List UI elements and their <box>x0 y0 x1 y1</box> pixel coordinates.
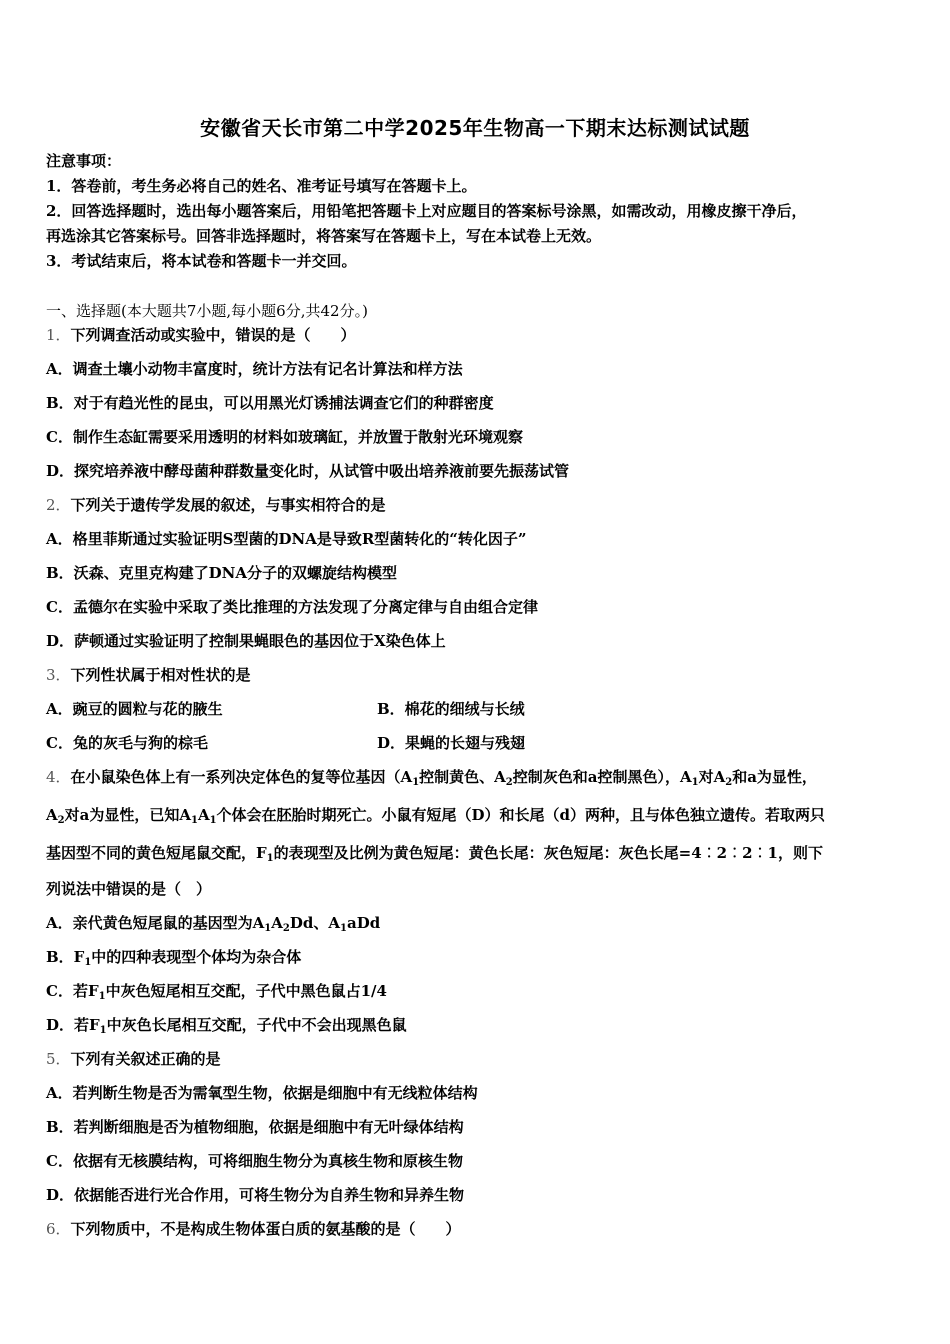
stem-text: 在小鼠染色体上有一系列决定体色的复等位基因（A <box>70 768 413 786</box>
question-4-stem-line-1 <box>46 767 817 787</box>
notice-item-2-cont: 再选涂其它答案标号。回答非选择题时，将答案写在答题卡上，写在本试卷上无效。 <box>46 227 602 245</box>
option-text: 中的四种表现型个体均为杂合体 <box>91 948 302 966</box>
stem-text: 对A <box>698 768 726 786</box>
stem-text: 基因型不同的黄色短尾鼠交配，F <box>46 844 267 862</box>
q5-option-a: A．若判断生物是否为需氧型生物，依据是细胞中有无线粒体结构 <box>46 1084 478 1102</box>
q5-option-c: C．依据有无核膜结构，可将细胞生物分为真核生物和原核生物 <box>46 1152 463 1170</box>
q2-option-a: A．格里菲斯通过实验证明S型菌的DNA是导致R型菌转化的“转化因子” <box>46 530 527 548</box>
stem-text: A <box>46 806 58 824</box>
option-text: 中灰色长尾相互交配，子代中不会出现黑色鼠 <box>106 1016 407 1034</box>
option-text: B．F <box>46 948 85 966</box>
option-text: aDd <box>346 914 381 932</box>
q1-option-d: D．探究培养液中酵母菌种群数量变化时，从试管中吸出培养液前要先振荡试管 <box>46 462 570 480</box>
q1-option-c: C．制作生态缸需要采用透明的材料如玻璃缸，并放置于散射光环境观察 <box>46 428 523 446</box>
question-text: 下列性状属于相对性状的是 <box>70 666 251 684</box>
question-number: 1． <box>46 326 71 344</box>
question-4-stem-line-4: 列说法中错误的是（ ） <box>46 880 212 898</box>
question-6-stem <box>46 1219 461 1239</box>
question-3-stem <box>46 665 251 685</box>
q4-option-d <box>46 1015 407 1035</box>
subscript: 1 <box>264 923 272 934</box>
q3-option-c: C．兔的灰毛与狗的棕毛 <box>46 734 208 752</box>
question-2-stem <box>46 495 386 515</box>
q5-option-b: B．若判断细胞是否为植物细胞，依据是细胞中有无叶绿体结构 <box>46 1118 464 1136</box>
subscript: 1 <box>691 777 699 788</box>
question-5-stem <box>46 1049 221 1069</box>
stem-text: 控制灰色和a控制黑色），A <box>512 768 692 786</box>
q2-option-d: D．萨顿通过实验证明了控制果蝇眼色的基因位于X染色体上 <box>46 632 446 650</box>
page-title: 安徽省天长市第二中学2025年生物高一下期末达标测试试题 <box>200 116 750 140</box>
subscript: 2 <box>505 777 513 788</box>
option-text: 中灰色短尾相互交配，子代中黑色鼠占1/4 <box>105 982 387 1000</box>
q1-option-b: B．对于有趋光性的昆虫，可以用黑光灯诱捕法调查它们的种群密度 <box>46 394 494 412</box>
stem-text: 对a为显性，已知A <box>64 806 191 824</box>
option-text: D．若F <box>46 1016 100 1034</box>
notice-heading: 注意事项： <box>46 152 122 170</box>
subscript: 1 <box>84 957 92 968</box>
q4-option-b <box>46 947 301 967</box>
subscript: 2 <box>57 815 65 826</box>
q3-option-b: B．棉花的细绒与长绒 <box>377 700 525 718</box>
question-1-stem <box>46 325 356 345</box>
option-text: A <box>271 914 283 932</box>
subscript: 1 <box>412 777 420 788</box>
question-number: 6． <box>46 1220 71 1238</box>
question-4-stem-line-3 <box>46 843 823 863</box>
question-number: 2． <box>46 496 71 514</box>
question-text: 下列调查活动或实验中，错误的是（ ） <box>70 326 356 344</box>
question-4-stem-line-2 <box>46 805 825 825</box>
question-text: 下列关于遗传学发展的叙述，与事实相符合的是 <box>70 496 386 514</box>
stem-text: 控制黄色、A <box>419 768 506 786</box>
question-number: 5． <box>46 1050 71 1068</box>
stem-text: 和a为显性， <box>732 768 817 786</box>
subscript: 2 <box>282 923 290 934</box>
stem-text: 的表现型及比例为黄色短尾：黄色长尾：灰色短尾：灰色长尾=4︰2︰2︰1，则下 <box>273 844 823 862</box>
notice-item-1: 1．答卷前，考生务必将自己的姓名、准考证号填写在答题卡上。 <box>46 177 477 195</box>
notice-item-2: 2．回答选择题时，选出每小题答案后，用铅笔把答题卡上对应题目的答案标号涂黑，如需改动，用橡皮擦干净后， <box>46 202 807 220</box>
question-text: 下列物质中，不是构成生物体蛋白质的氨基酸的是（ ） <box>70 1220 461 1238</box>
question-number: 4． <box>46 768 71 786</box>
section-heading: 一、选择题(本大题共7小题,每小题6分,共42分。) <box>46 302 368 320</box>
subscript: 1 <box>266 853 274 864</box>
option-text: A．亲代黄色短尾鼠的基因型为A <box>46 914 265 932</box>
subscript: 2 <box>725 777 733 788</box>
q2-option-c: C．孟德尔在实验中采取了类比推理的方法发现了分离定律与自由组合定律 <box>46 598 538 616</box>
notice-item-3: 3．考试结束后，将本试卷和答题卡一并交回。 <box>46 252 357 270</box>
subscript: 1 <box>98 991 106 1002</box>
q4-option-a <box>46 913 380 933</box>
q1-option-a: A．调查土壤小动物丰富度时，统计方法有记名计算法和样方法 <box>46 360 463 378</box>
stem-text: A <box>197 806 210 824</box>
subscript: 1 <box>190 815 198 826</box>
subscript: 1 <box>209 815 217 826</box>
question-text: 下列有关叙述正确的是 <box>70 1050 221 1068</box>
q3-option-a: A．豌豆的圆粒与花的腋生 <box>46 700 223 718</box>
q4-option-c <box>46 981 387 1001</box>
option-text: C．若F <box>46 982 99 1000</box>
q3-option-d: D．果蝇的长翅与残翅 <box>377 734 526 752</box>
stem-text: 个体会在胚胎时期死亡。小鼠有短尾（D）和长尾（d）两种，且与体色独立遗传。若取两只 <box>216 806 826 824</box>
subscript: 1 <box>340 923 347 934</box>
q5-option-d: D．依据能否进行光合作用，可将生物分为自养生物和异养生物 <box>46 1186 465 1204</box>
subscript: 1 <box>99 1025 107 1036</box>
question-number: 3． <box>46 666 71 684</box>
option-text: Dd、A <box>289 914 340 932</box>
q2-option-b: B．沃森、克里克构建了DNA分子的双螺旋结构模型 <box>46 564 398 582</box>
